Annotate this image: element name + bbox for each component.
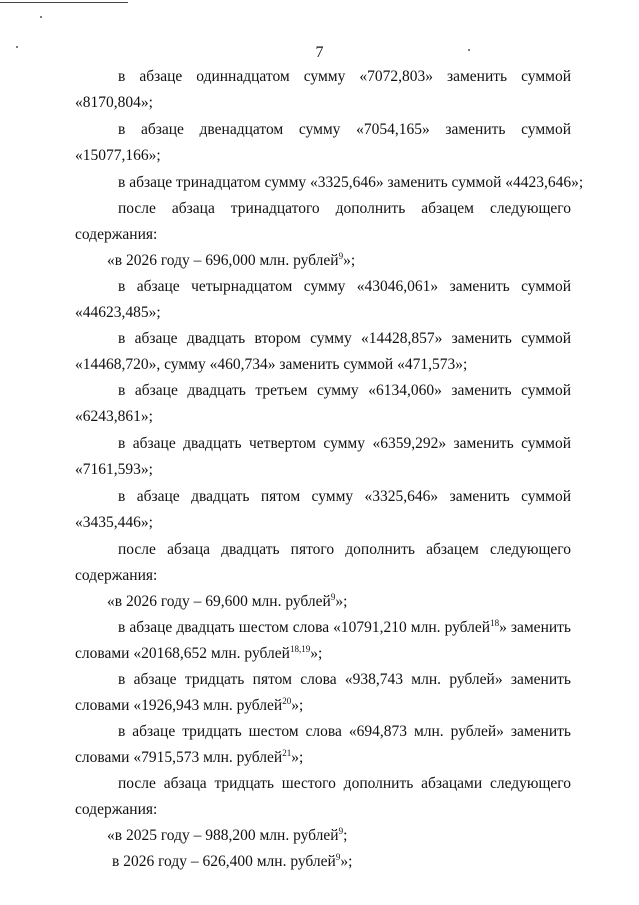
paragraph-line: «44623,485»; — [75, 304, 161, 321]
paragraph-line: в абзаце четырнадцатом сумму «43046,061» заменить суммой — [118, 278, 571, 295]
paragraph-line: «15077,166»; — [75, 147, 161, 164]
paragraph-line: «в 2026 году – 69,600 млн. рублей$^9$»; — [107, 592, 348, 610]
quoted-line — [75, 589, 571, 615]
paragraph-line: в абзаце двадцать четвертом сумму «6359,292» заменить суммой — [118, 435, 571, 452]
footnote-ref: 9 — [338, 826, 344, 836]
paragraph-line: в абзаце тринадцатом сумму «3325,646» заменить суммой «4423,646»; — [118, 174, 584, 191]
paragraph-line: «в 2025 году – 988,200 млн. рублей$^9$; — [107, 826, 348, 844]
footnote-ref: 9 — [335, 852, 341, 862]
paragraph-line: в абзаце двадцать шестом слова «10791,210 млн. рублей$^{18}$» заменить — [118, 618, 571, 636]
scan-speck — [40, 16, 42, 18]
paragraph-line: словами «1926,943 млн. рублей$^{20}$»; — [75, 696, 304, 714]
paragraph — [75, 117, 571, 169]
paragraph-line: в абзаце двадцать втором сумму «14428,857» заменить суммой — [118, 330, 571, 347]
page-number: 7 — [315, 44, 324, 61]
quoted-line — [75, 823, 571, 849]
paragraph — [75, 771, 571, 823]
paragraph-line: словами «20168,652 млн. рублей$^{18,19}$»; — [75, 644, 323, 662]
paragraph-line: «14468,720», сумму «460,734» заменить суммой «471,573»; — [75, 356, 468, 373]
paragraph — [75, 378, 571, 430]
paragraph — [75, 170, 584, 196]
paragraph — [75, 667, 571, 719]
paragraph-line: в абзаце тридцать пятом слова «938,743 млн. рублей» заменить — [118, 671, 571, 688]
footnote-ref: 9 — [330, 592, 336, 602]
paragraph — [75, 196, 571, 248]
paragraph-line: после абзаца тринадцатого дополнить абзацем следующего — [118, 200, 571, 217]
paragraph — [75, 326, 571, 378]
paragraph-line: в абзаце двадцать пятом сумму «3325,646» заменить суммой — [118, 488, 571, 505]
footnote-ref: 18,19 — [289, 644, 311, 654]
footnote-ref: 20 — [282, 696, 292, 706]
paragraph — [75, 537, 571, 589]
paragraph-line: содержания: — [75, 226, 158, 243]
paragraph-line: словами «7915,573 млн. рублей$^{21}$»; — [75, 748, 304, 766]
paragraph-line: содержания: — [75, 801, 158, 818]
paragraph — [75, 719, 571, 771]
paragraph-line: в абзаце одиннадцатом сумму «7072,803» заменить суммой — [118, 68, 571, 85]
paragraph — [75, 431, 571, 483]
quoted-line — [75, 248, 571, 274]
paragraph — [75, 615, 571, 667]
paragraph-line: в абзаце двенадцатом сумму «7054,165» заменить суммой — [118, 121, 571, 138]
scan-edge-line — [0, 2, 128, 3]
paragraph-line: в 2026 году – 626,400 млн. рублей$^9$»; — [112, 852, 353, 870]
paragraph — [75, 64, 571, 116]
paragraph — [75, 274, 571, 326]
paragraph-line: в абзаце тридцать шестом слова «694,873 млн. рублей» заменить — [118, 723, 571, 740]
paragraph-line: «3435,446»; — [75, 514, 153, 531]
paragraph-line: после абзаца тридцать шестого дополнить абзацами следующего — [118, 775, 571, 792]
paragraph-line: после абзаца двадцать пятого дополнить абзацем следующего — [118, 541, 571, 558]
paragraph-line: «7161,593»; — [75, 461, 153, 478]
paragraph-line: «8170,804»; — [75, 94, 153, 111]
paragraph-line: содержания: — [75, 567, 158, 584]
footnote-ref: 9 — [338, 251, 344, 261]
paragraph-line: «6243,861»; — [75, 408, 153, 425]
paragraph — [75, 484, 571, 536]
footnote-ref: 18 — [490, 618, 500, 628]
quoted-line — [75, 849, 571, 875]
footnote-ref: 21 — [282, 748, 292, 758]
paragraph-line: «в 2026 году – 696,000 млн. рублей$^9$»; — [107, 251, 356, 269]
paragraph-line: в абзаце двадцать третьем сумму «6134,060» заменить суммой — [118, 382, 571, 399]
